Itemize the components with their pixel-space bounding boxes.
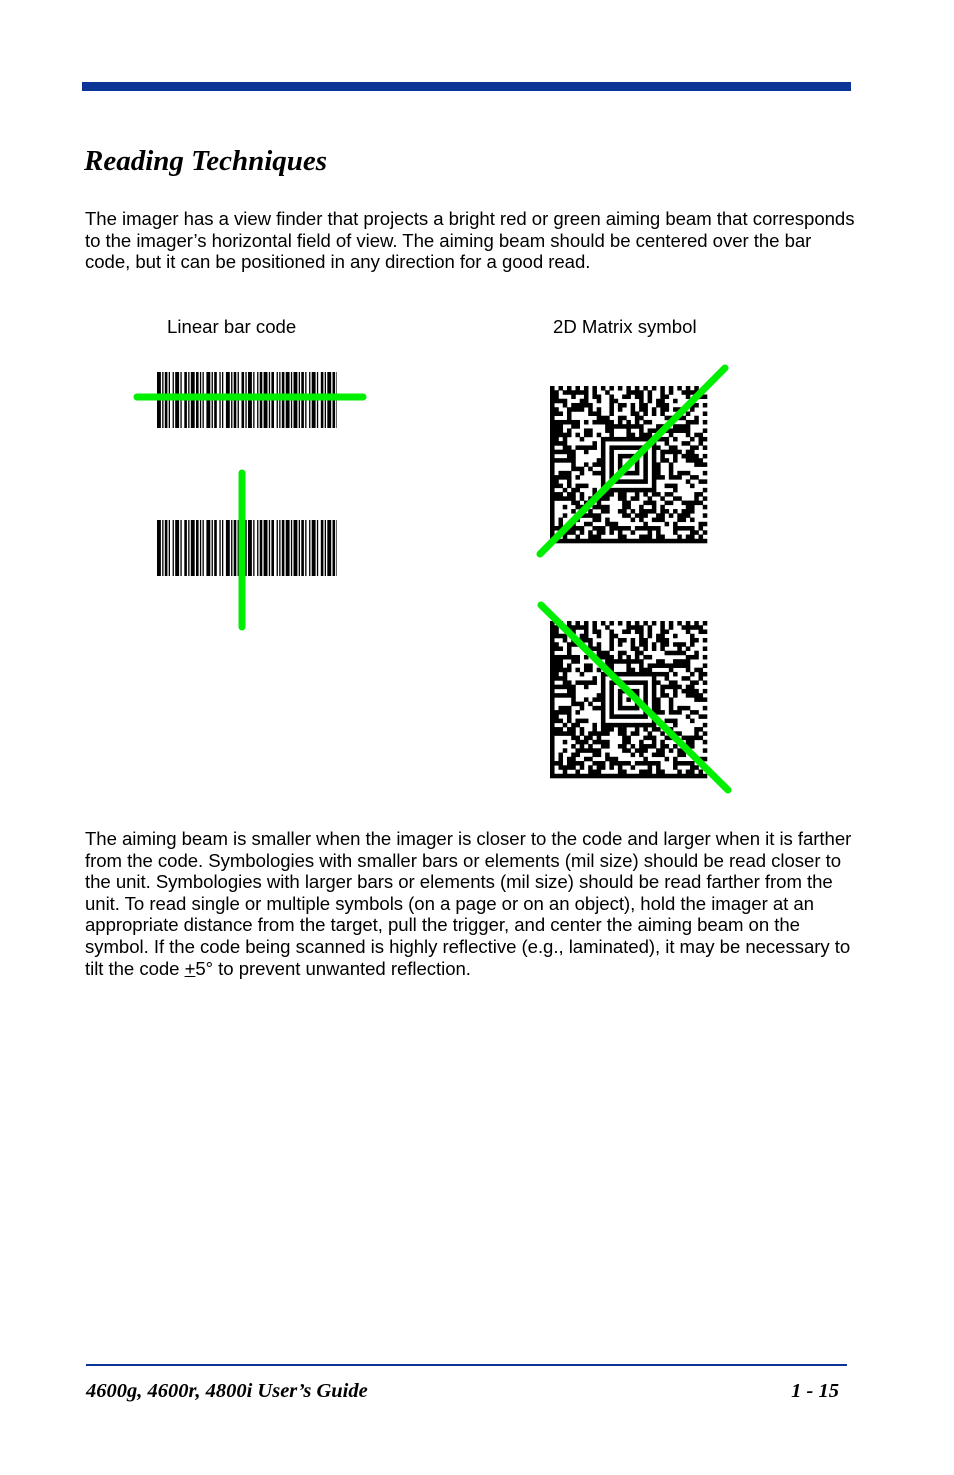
linear-bar-code-label: Linear bar code <box>167 316 297 337</box>
usage-text-end: 5° to prevent unwanted reflection. <box>195 957 471 979</box>
matrix-symbol-label: 2D Matrix symbol <box>553 316 697 337</box>
footer-guide-title: 4600g, 4600r, 4800i User’s Guide <box>86 1380 368 1402</box>
linear-barcode-vertical-beam <box>157 520 337 576</box>
plus-minus-sign: + <box>184 957 196 979</box>
footer-page-number: 1 - 15 <box>791 1380 839 1402</box>
intro-paragraph: The imager has a view finder that projects a bright red or green aiming beam that corresponds to the imager’s horizontal field of view. The aiming beam should be centered over the bar code, but it can be positioned in any direction for a good read. <box>85 208 855 273</box>
matrix-symbol-diagonal-beam-down <box>550 621 707 778</box>
footer-rule <box>86 1364 847 1366</box>
page-title: Reading Techniques <box>84 145 328 177</box>
usage-text: The aiming beam is smaller when the imager is closer to the code and larger when it is farther from the code. Symbologies with smaller bars or elements (mil size) should be read closer to the unit. Symbologies with larger bars or elements (mil size) should be read farther from the unit. To read single or multiple symbols (on a page or on an object), hold the imager at an appropriate distance from the target, pull the trigger, and center the aiming beam on the symbol. If the code being scanned is highly reflective (e.g., laminated), it may be necessary to tilt the code <box>85 828 852 979</box>
usage-paragraph <box>85 828 855 979</box>
